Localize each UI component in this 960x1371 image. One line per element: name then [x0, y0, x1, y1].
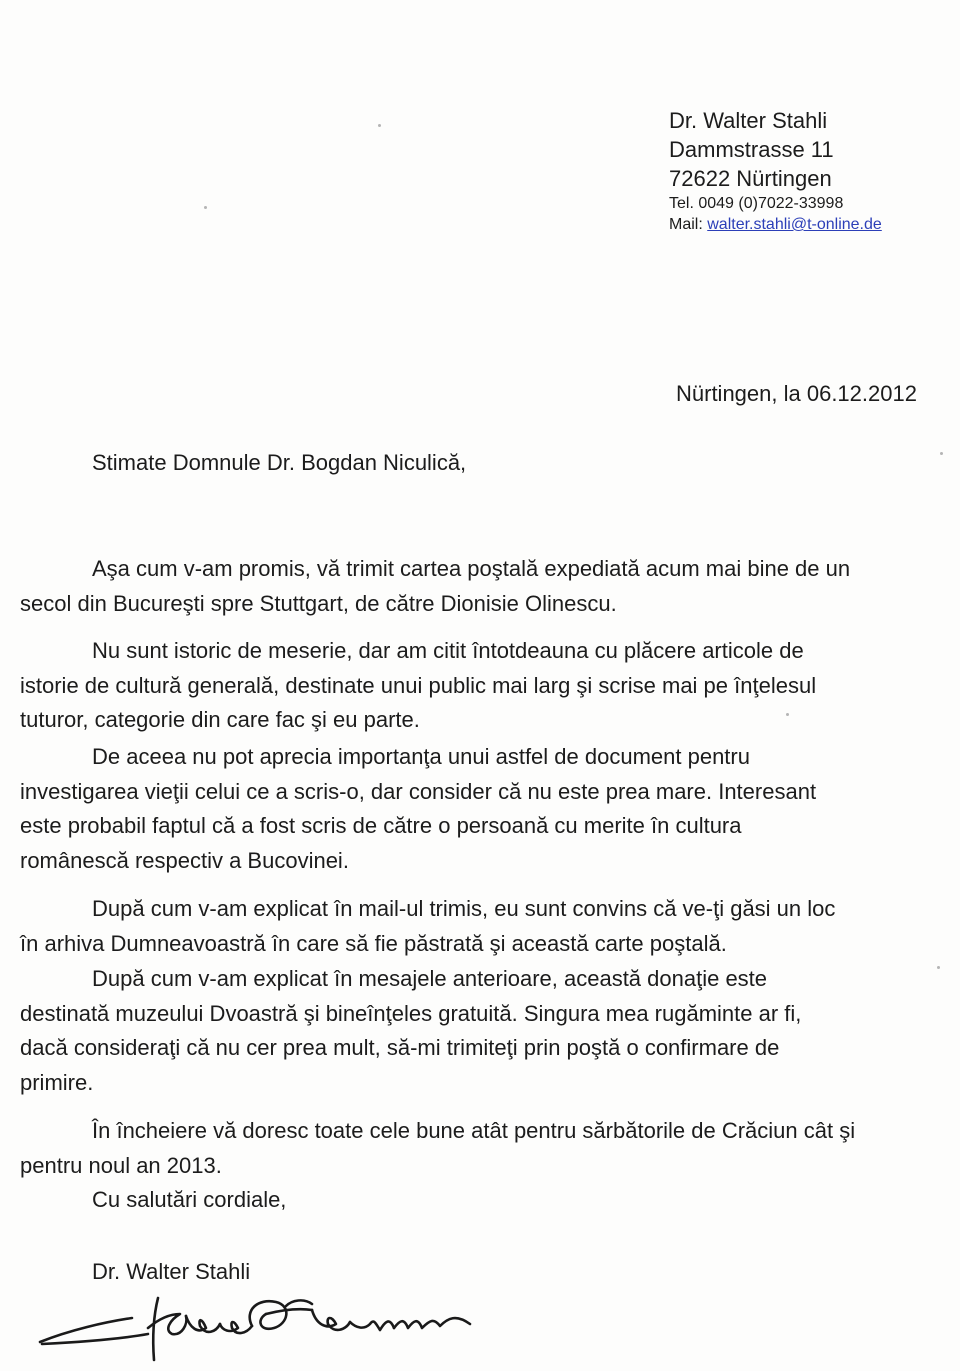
scan-speck	[940, 452, 943, 455]
paragraph-line: Aşa cum v-am promis, vă trimit cartea poştală expediată acum mai bine de un	[92, 556, 851, 581]
sender-city: 72622 Nürtingen	[669, 166, 832, 191]
paragraph-line: secol din Bucureşti spre Stuttgart, de către Dionisie Olinescu.	[20, 590, 617, 616]
sender-street: Dammstrasse 11	[669, 137, 834, 162]
signer-name: Dr. Walter Stahli	[92, 1259, 251, 1284]
body-paragraph-5	[20, 962, 950, 1100]
paragraph-line: dacă consideraţi că nu cer prea mult, să-mi trimiteţi prin poştă o confirmare de	[20, 1035, 780, 1060]
paragraph-line: este probabil faptul că a fost scris de către o persoană cu merite în cultura	[20, 813, 742, 838]
scan-speck	[204, 206, 207, 209]
sender-address-block	[669, 106, 954, 235]
closing: Cu salutări cordiale,	[92, 1187, 287, 1212]
body-paragraph-3	[20, 740, 950, 878]
sender-name: Dr. Walter Stahli	[669, 108, 828, 133]
paragraph-line: În încheiere vă doresc toate cele bune atât pentru sărbătorile de Crăciun cât şi	[92, 1118, 856, 1143]
handwritten-signature	[30, 1284, 500, 1364]
body-paragraph-6	[20, 1114, 950, 1183]
body-paragraph-2	[20, 634, 950, 738]
sender-mail-label: Mail:	[669, 216, 703, 233]
paragraph-line: De aceea nu pot aprecia importanţa unui astfel de document pentru	[92, 744, 750, 769]
paragraph-line: pentru noul an 2013.	[20, 1152, 222, 1178]
salutation: Stimate Domnule Dr. Bogdan Niculică,	[92, 450, 467, 475]
body-paragraph-4	[20, 892, 950, 961]
paragraph-line: primire.	[20, 1069, 94, 1095]
paragraph-line: După cum v-am explicat în mesajele anterioare, această donaţie este	[92, 966, 768, 991]
letter-date: Nürtingen, la 06.12.2012	[676, 381, 917, 406]
scan-speck	[378, 124, 381, 127]
paragraph-line: investigarea vieţii celui ce a scris-o, dar consider că nu este prea mare. Interesant	[20, 778, 817, 804]
paragraph-line: După cum v-am explicat în mail-ul trimis, eu sunt convins că ve-ţi găsi un loc	[92, 896, 836, 921]
sender-mail-row	[669, 214, 954, 235]
paragraph-line: în arhiva Dumneavoastră în care să fie păstrată şi această carte poştală.	[20, 930, 727, 956]
body-paragraph-1	[20, 552, 950, 621]
sender-phone: Tel. 0049 (0)7022-33998	[669, 195, 844, 212]
paragraph-line: destinată muzeului Dvoastră şi bineînţeles gratuită. Singura mea rugăminte ar fi,	[20, 1000, 802, 1026]
sender-mail-link[interactable]: walter.stahli@t-online.de	[707, 216, 882, 233]
paragraph-line: românescă respectiv a Bucovinei.	[20, 847, 349, 873]
paragraph-line: istorie de cultură generală, destinate unui public mai larg şi scrise mai pe înţelesul	[20, 672, 817, 698]
paragraph-line: tuturor, categorie din care fac şi eu parte.	[20, 707, 420, 732]
paragraph-line: Nu sunt istoric de meserie, dar am citit întotdeauna cu plăcere articole de	[92, 638, 804, 663]
